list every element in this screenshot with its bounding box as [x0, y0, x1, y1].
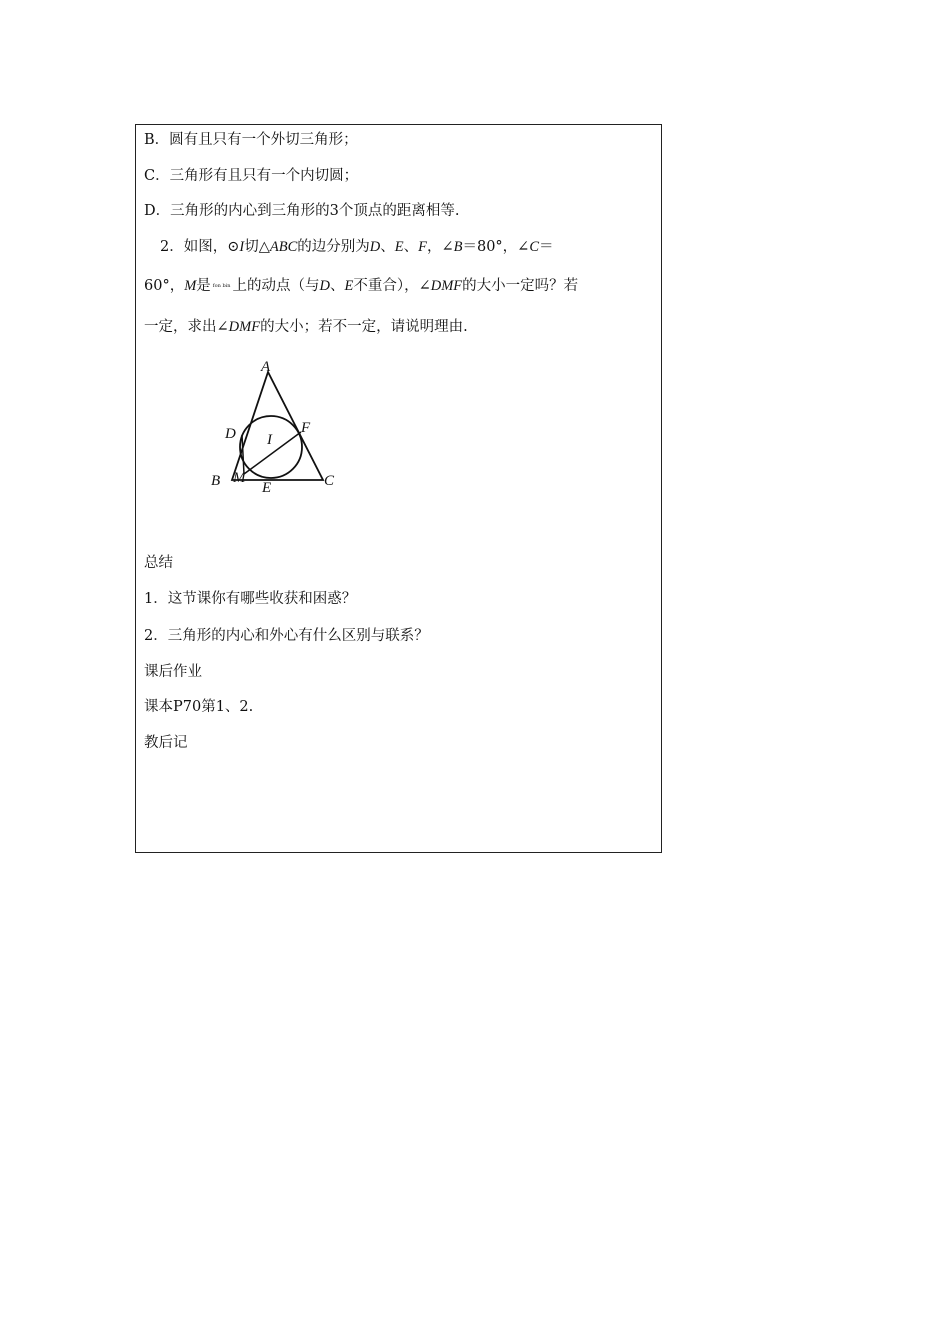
summary-heading: 总结	[144, 555, 173, 571]
option-d: D．三角形的内心到三角形的3个顶点的距离相等.	[144, 203, 460, 219]
label-i: I	[267, 432, 272, 448]
label-e: E	[262, 480, 272, 495]
summary-question-2: 2．三角形的内心和外心有什么区别与联系？	[144, 628, 429, 644]
segment-dm	[242, 435, 244, 474]
segment-mf	[244, 432, 301, 474]
label-b: B	[211, 473, 221, 489]
label-a: A	[261, 359, 271, 375]
problem2-line2: 60°，M是 fon bin 上的动点（与D、E不重合），∠DMF的大小一定吗？若	[144, 278, 579, 294]
incircle-triangle-figure	[205, 355, 355, 495]
homework-heading: 课后作业	[144, 664, 202, 680]
summary-question-1: 1．这节课你有哪些收获和困惑？	[144, 591, 357, 607]
arc-symbol: fon bin	[212, 282, 231, 289]
label-c: C	[324, 473, 335, 489]
option-b: B．圆有且只有一个外切三角形；	[144, 132, 358, 148]
label-d: D	[225, 426, 236, 442]
homework-text: 课本P70第1、2.	[144, 699, 254, 715]
label-f: F	[301, 420, 311, 436]
teaching-notes-heading: 教后记	[144, 735, 188, 751]
option-c: C．三角形有且只有一个内切圆；	[144, 168, 359, 184]
problem2-line1: 2．如图，⊙I切△ABC的边分别为D、E、F，∠B＝80°，∠C＝	[160, 239, 554, 255]
label-m: M	[233, 470, 246, 486]
problem2-line3: 一定，求出∠DMF的大小；若不一定，请说明理由.	[144, 319, 468, 335]
